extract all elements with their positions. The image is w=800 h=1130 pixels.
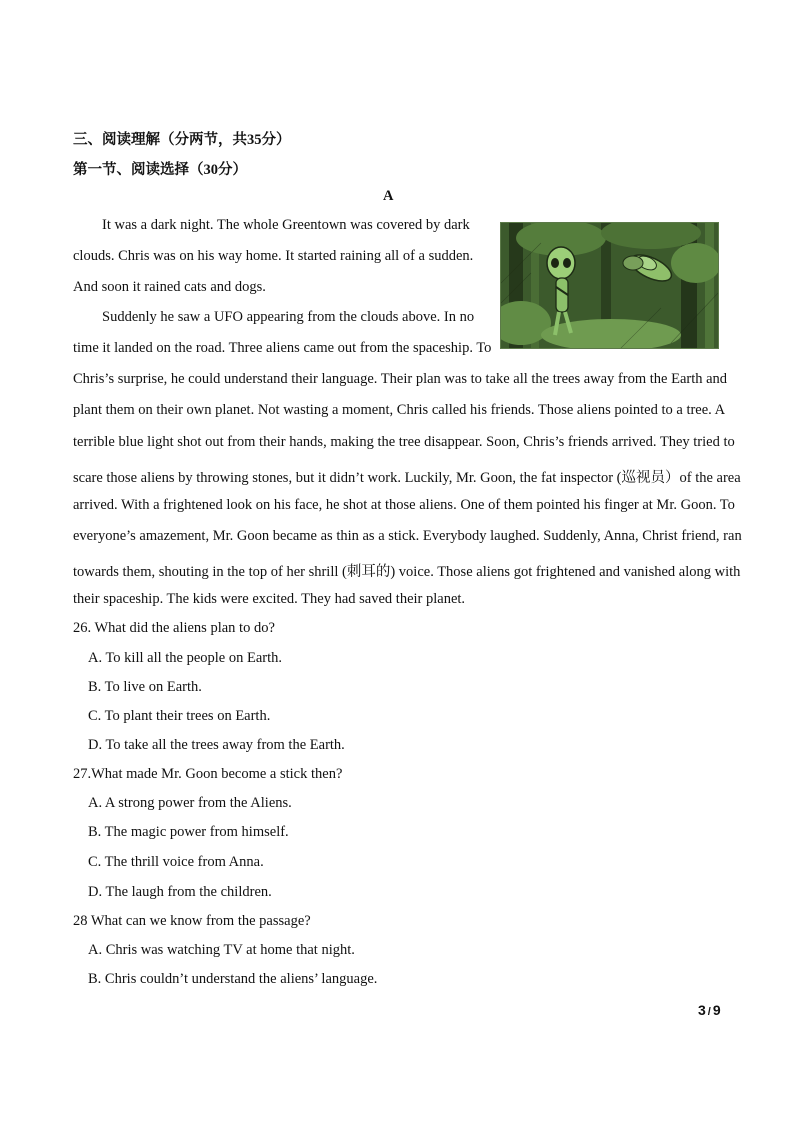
page-total: 9 — [712, 1002, 721, 1018]
answer-option: A. To kill all the people on Earth. — [88, 650, 283, 666]
answer-option: A. Chris was watching TV at home that night. — [88, 942, 355, 958]
question-stem: 28 What can we know from the passage? — [73, 913, 311, 929]
page-separator: / — [707, 1006, 711, 1018]
passage-line: towards them, shouting in the top of her shrill (刺耳的) voice. Those aliens got frightened and vanished along with — [73, 564, 741, 580]
answer-option: C. The thrill voice from Anna. — [88, 854, 264, 870]
section-subheading: 第一节、阅读选择（30分） — [73, 162, 247, 178]
answer-option: D. To take all the trees away from the Earth. — [88, 737, 345, 753]
passage-line: plant them on their own planet. Not wasting a moment, Chris called his friends. Those aliens pointed to a tree. A — [73, 402, 726, 418]
passage-line: It was a dark night. The whole Greentown was covered by dark — [102, 217, 470, 233]
page-current: 3 — [698, 1002, 706, 1018]
answer-option: A. A strong power from the Aliens. — [88, 795, 292, 811]
passage-line: everyone’s amazement, Mr. Goon became as thin as a stick. Everybody laughed. Suddenly, Anna, Christ friend, ran — [73, 528, 742, 544]
answer-option: C. To plant their trees on Earth. — [88, 708, 271, 724]
section-heading: 三、阅读理解（分两节，共35分） — [73, 132, 291, 148]
passage-line: Chris’s surprise, he could understand their language. Their plan was to take all the trees away from the Earth and — [73, 371, 728, 387]
page-number — [698, 1002, 721, 1018]
passage-line: time it landed on the road. Three aliens came out from the spaceship. To — [73, 340, 492, 356]
passage-line: clouds. Chris was on his way home. It started raining all of a sudden. — [73, 248, 474, 264]
answer-option: B. The magic power from himself. — [88, 824, 289, 840]
passage-line: their spaceship. The kids were excited. They had saved their planet. — [73, 591, 466, 607]
answer-option: B. To live on Earth. — [88, 679, 202, 695]
passage-line: Suddenly he saw a UFO appearing from the clouds above. In no — [102, 309, 475, 325]
answer-option: B. Chris couldn’t understand the aliens’ language. — [88, 971, 378, 987]
passage-line: And soon it rained cats and dogs. — [73, 279, 266, 295]
question-stem: 26. What did the aliens plan to do? — [73, 620, 275, 636]
question-stem: 27.What made Mr. Goon become a stick then? — [73, 766, 343, 782]
alien-forest-illustration — [500, 222, 719, 349]
passage-line: terrible blue light shot out from their hands, making the tree disappear. Soon, Chris’s friends arrived. They tried to — [73, 434, 735, 450]
passage-label: A — [383, 188, 394, 204]
passage-line: arrived. With a frightened look on his face, he shot at those aliens. One of them pointed his finger at Mr. Goon. To — [73, 497, 735, 513]
answer-option: D. The laugh from the children. — [88, 884, 272, 900]
passage-line: scare those aliens by throwing stones, but it didn’t work. Luckily, Mr. Goon, the fat inspector (巡视员）of the area — [73, 470, 741, 486]
